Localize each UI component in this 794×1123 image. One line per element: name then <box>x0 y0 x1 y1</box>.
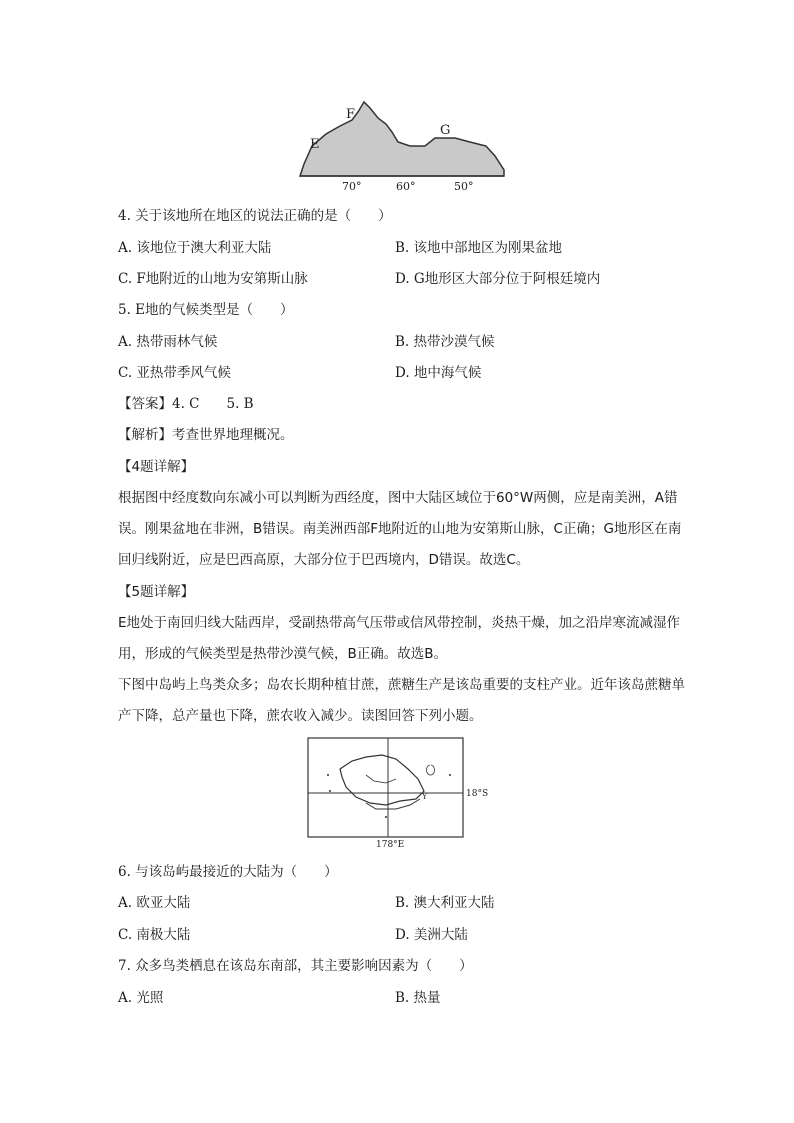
q4-option-a: A. 该地位于澳大利亚大陆 <box>118 240 272 256</box>
detail5-tag: 【5题详解】 <box>118 584 195 600</box>
terrain-profile-figure <box>290 98 510 193</box>
analysis-tag: 【解析】 <box>118 427 172 443</box>
islet-dot <box>329 790 331 792</box>
analysis-text: 考查世界地理概况。 <box>172 427 294 443</box>
q5-option-d: D. 地中海气候 <box>395 365 482 381</box>
river-line <box>366 775 396 783</box>
q6-stem: 6. 与该岛屿最接近的大陆为（ ） <box>118 864 338 880</box>
island-outline <box>340 755 424 805</box>
tick-70: 70° <box>342 180 362 193</box>
tick-60: 60° <box>396 180 416 193</box>
answer-tag: 【答案】 <box>118 396 172 412</box>
map-frame <box>308 738 463 837</box>
label-g: G <box>440 123 451 138</box>
islet-dot <box>385 816 387 818</box>
intro-text: 下图中岛屿上鸟类众多；岛农长期种植甘蔗，蔗糖生产是该岛重要的支柱产业。近年该岛蔗糖单产下降，总产量也下降，蔗农收入减少。读图回答下列小题。 <box>118 677 685 724</box>
island-map-figure <box>300 735 510 850</box>
analysis-line <box>118 425 294 445</box>
detail4-tag: 【4题详解】 <box>118 459 195 475</box>
label-f: F <box>346 107 356 122</box>
detail5-text: E地处于南回归线大陆西岸，受副热带高气压带或信风带控制，炎热干燥，加之沿岸寒流减湿作用，形成的气候类型是热带沙漠气候，B正确。故选B。 <box>118 615 681 662</box>
q5-stem: 5. E地的气候类型是（ ） <box>118 302 294 318</box>
terrain-silhouette <box>300 102 504 176</box>
q5-option-b: B. 热带沙漠气候 <box>395 334 495 350</box>
q6-option-b: B. 澳大利亚大陆 <box>395 895 495 911</box>
answer-line <box>118 394 254 414</box>
q7-stem: 7. 众多鸟类栖息在该岛东南部，其主要影响因素为（ ） <box>118 958 473 974</box>
detail4-text: 根据图中经度数向东减小可以判断为西经度，图中大陆区域位于60°W两侧，应是南美洲，A错误。刚果盆地在非洲，B错误。南美洲西部F地附近的山地为安第斯山脉，C正确；G地形区在南回归线附近，应是巴西高原，大部分位于巴西境内，D错误。故选C。 <box>118 490 682 568</box>
longitude-label: 178°E <box>376 840 405 850</box>
q6-option-d: D. 美洲大陆 <box>395 927 468 943</box>
q6-option-a: A. 欧亚大陆 <box>118 895 191 911</box>
islet-dot <box>327 774 329 776</box>
small-island <box>427 765 435 775</box>
q4-option-d: D. G地形区大部分位于阿根廷境内 <box>395 271 601 287</box>
q7-option-a: A. 光照 <box>118 990 164 1006</box>
q4-option-c: C. F地附近的山地为安第斯山脉 <box>118 271 308 287</box>
q7-option-b: B. 热量 <box>395 990 441 1006</box>
label-e: E <box>310 137 320 152</box>
q6-option-c: C. 南极大陆 <box>118 927 191 943</box>
q5-option-a: A. 热带雨林气候 <box>118 334 218 350</box>
answer-value: 4. C 5. B <box>172 396 254 412</box>
marker-y: Y <box>422 792 428 801</box>
tick-50: 50° <box>454 180 474 193</box>
q4-stem: 4. 关于该地所在地区的说法正确的是（ ） <box>118 208 392 224</box>
islet-dot <box>449 774 451 776</box>
q5-option-c: C. 亚热带季风气候 <box>118 365 231 381</box>
latitude-label: 18°S <box>466 789 489 799</box>
q4-option-b: B. 该地中部地区为刚果盆地 <box>395 240 563 256</box>
